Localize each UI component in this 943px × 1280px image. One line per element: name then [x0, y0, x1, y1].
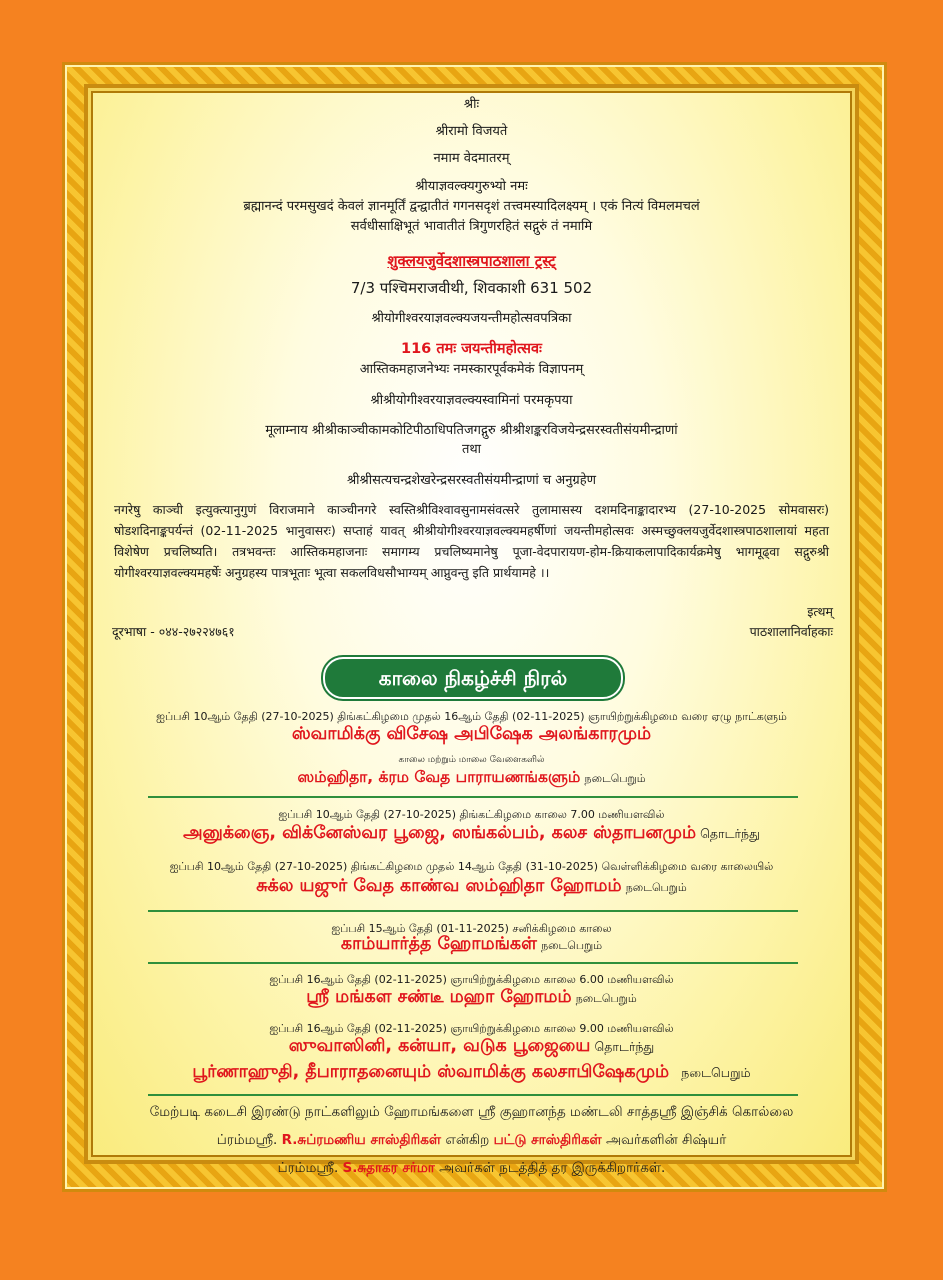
signatory: पाठशालानिर्वाहकाः	[749, 624, 833, 639]
schedule-3-date: ஐப்பசி 10ஆம் தேதி (27-10-2025) திங்கட்கிழமை முதல் 14ஆம் தேதி (31-10-2025) வெள்ளிக்கிழமை வரை காலையில்	[169, 860, 774, 873]
kripaya-line: श्रीश्रीयोगीश्वरयाज्ञवल्क्यस्वामिनां परमकृपया	[370, 393, 573, 408]
divider	[148, 962, 798, 964]
schedule-1-subtitle: காலை மற்றும் மாலை வேளைகளில்	[398, 755, 545, 765]
footer-connector: என்கிற	[445, 1132, 490, 1148]
patrika-title: श्रीयोगीश्वरयाज्ञवल्क्यजयन्तीमहोत्सवपत्रिका	[371, 311, 572, 326]
schedule-1-title-2: ஸம்ஹிதா, க்ரம வேத பாராயணங்களும்	[297, 768, 581, 786]
schedule-6-line	[100, 1038, 843, 1056]
jayanti-text: तमः जयन्तीमहोत्सवः	[436, 341, 542, 357]
schedule-5-line	[100, 989, 843, 1007]
footer-line-2	[100, 1132, 843, 1150]
schedule-1-date: ஐப்பசி 10ஆம் தேதி (27-10-2025) திங்கட்கிழமை முதல் 16ஆம் தேதி (02-11-2025) ஞாயிற்றுக்கிழமை வரை ஏழு நாட்களும்	[156, 710, 787, 723]
trust-name: शुक्लयजुर्वेदशास्त्रपाठशाला ट्रस्ट्	[387, 252, 556, 270]
schedule-6-suffix-2: நடைபெறும்	[681, 1065, 751, 1080]
schedule-3-suffix: நடைபெறும்	[625, 881, 687, 894]
footer-closing: அவர்கள் நடத்தித் தர இருக்கிறார்கள்.	[439, 1160, 666, 1176]
schedule-4-line	[100, 936, 843, 954]
invocation-verse-2: सर्वधीसाक्षिभूतं भावातीतं त्रिगुणरहितं सद्गुरुं तं नमामि	[350, 219, 593, 234]
footer-line-3	[100, 1160, 843, 1178]
jayanti-number: 116	[401, 341, 432, 357]
schedule-1-title: ஸ்வாமிக்கு விசேஷ அபிஷேக அலங்காரமும்	[291, 724, 652, 744]
anugrahena-line: श्रीश्रीसत्यचन्द्रशेखरेन्द्रसरस्वतीसंयमीन्द्राणां च अनुग्रहेण	[346, 473, 597, 488]
schedule-5-suffix: நடைபெறும்	[575, 992, 637, 1005]
vijnapanam: आस्तिकमहाजनेभ्यः नमस्कारपूर्वकमेकं विज्ञापनम्	[359, 362, 584, 377]
header-line-3: नमाम वेदमातरम्	[433, 151, 510, 166]
schedule-4-title: காம்யார்த்த ஹோமங்கள்	[340, 934, 537, 954]
schedule-3-line	[100, 878, 843, 896]
footer-prefix-2: ப்ரம்மஸ்ரீ.	[277, 1160, 339, 1176]
acharya-line: मूलाम्नाय श्रीश्रीकाञ्चीकामकोटिपीठाधिपतिजगद्गुरु श्रीश्रीशङ्करविजयेन्द्रसरस्वतीसंयमीन्द्राणां	[265, 423, 678, 438]
divider	[148, 1094, 798, 1096]
phone-number: दूरभाषा - ०४४-२७२२४७६१	[112, 624, 235, 639]
schedule-6-suffix: தொடர்ந்து	[594, 1039, 655, 1054]
schedule-6-date: ஐப்பசி 16ஆம் தேதி (02-11-2025) ஞாயிற்றுக்கிழமை காலை 9.00 மணியளவில்	[269, 1022, 674, 1035]
schedule-3-title: சுக்ல யஜுர் வேத காண்வ ஸம்ஹிதா ஹோமம்	[256, 876, 622, 896]
schedule-6-title: ஸுவாஸினி, கன்யா, வடுக பூஜையை	[288, 1036, 591, 1056]
trust-address: 7/3 पश्चिमराजवीथी, शिवकाशी 631 502	[350, 279, 593, 297]
morning-programme-badge: காலை நிகழ்ச்சி நிரல்	[323, 657, 623, 699]
schedule-2-suffix: தொடர்ந்து	[700, 826, 760, 841]
footer-line-1: மேற்படி கடைசி இரண்டு நாட்களிலும் ஹோமங்களை ஸ்ரீ குஹானந்த மண்டலி சாத்தஸ்ரீ இஞ்சிக் கொல்லை	[149, 1104, 794, 1120]
schedule-6-line2	[100, 1064, 843, 1082]
announcement-paragraph: नगरेषु काञ्ची इत्युक्त्यानुगुणं विराजमाने काञ्चीनगरे स्वस्तिश्रीविश्वावसुनामसंवत्सरे तुलामासस्य दशमदिनाङ्कादारभ्य (27-10-2025 सोमवासरः) षोडशदिनाङ्कपर्यन्तं (02-11-2025 भानुवासरः) सप्ताहं यावत् श्रीश्रीयोगीश्वरयाज्ञवल्क्यमहर्षीणां जयन्तीमहोत्सवः अस्मच्छुक्लयजुर्वेदशास्त्रपाठशालायां महता विशेषेण प्रचलिष्यति। तत्रभवन्तः आस्तिकमहाजनाः समागम्य प्रचलिष्यमानेषु पूजा-वेदपारायण-होम-क्रियाकलापादिकार्यक्रमेषु भागमूढ्वा सद्गुरुश्री योगीश्वरयाज्ञवल्क्यमहर्षेः अनुग्रहस्य पात्रभूताः भूत्वा सकलविधसौभाग्यम् आप्नुवन्तु इति प्रार्थयामहे ।।	[114, 502, 829, 580]
invocation-verse-1: ब्रह्मानन्दं परमसुखदं केवलं ज्ञानमूर्तिं द्वन्द्वातीतं गगनसदृशं तत्त्वमस्यादिलक्ष्यम् । एकं नित्यं विमलमचलं	[243, 199, 700, 214]
header-line-2: श्रीरामो विजयते	[435, 124, 508, 139]
schedule-4-suffix: நடைபெறும்	[541, 939, 603, 952]
guru-alias: பட்டு சாஸ்திரிகள்	[493, 1132, 602, 1148]
header-line-1: श्रीः	[463, 97, 480, 112]
officiant-name: S.சுதாகர சர்மா	[342, 1160, 435, 1176]
footer-prefix: ப்ரம்மஸ்ரீ.	[216, 1132, 278, 1148]
schedule-5-date: ஐப்பசி 16ஆம் தேதி (02-11-2025) ஞாயிற்றுக்கிழமை காலை 6.00 மணியளவில்	[269, 973, 674, 986]
ittham-label: इत्थम्	[807, 604, 833, 619]
schedule-1-line2	[100, 769, 843, 787]
schedule-6-title-2: பூர்ணாஹுதி, தீபாராதனையும் ஸ்வாமிக்கு கலசாபிஷேகமும்	[192, 1062, 670, 1082]
schedule-2-date: ஐப்பசி 10ஆம் தேதி (27-10-2025) திங்கட்கிழமை காலை 7.00 மணியளவில்	[278, 808, 665, 821]
schedule-5-title: ஸ்ரீ மங்கள சண்டீ மஹா ஹோமம்	[306, 987, 572, 1007]
schedule-2-title: அனுக்ஞை, விக்னேஸ்வர பூஜை, ஸங்கல்பம், கலச ஸ்தாபனமும்	[183, 823, 697, 843]
guru-name: R.சுப்ரமணிய சாஸ்திரிகள்	[281, 1132, 442, 1148]
jayanti-title	[100, 341, 843, 358]
header-line-4: श्रीयाज्ञवल्क्यगुरुभ्यो नमः	[415, 179, 528, 194]
tatha-line: तथा	[461, 442, 482, 457]
schedule-4-date: ஐப்பசி 15ஆம் தேதி (01-11-2025) சனிக்கிழமை காலை	[331, 922, 612, 935]
schedule-2-line	[100, 825, 843, 843]
divider	[148, 910, 798, 912]
divider	[148, 796, 798, 798]
schedule-1-suffix: நடைபெறும்	[584, 772, 646, 785]
footer-disciple: அவர்களின் சிஷ்யர்	[606, 1132, 727, 1148]
